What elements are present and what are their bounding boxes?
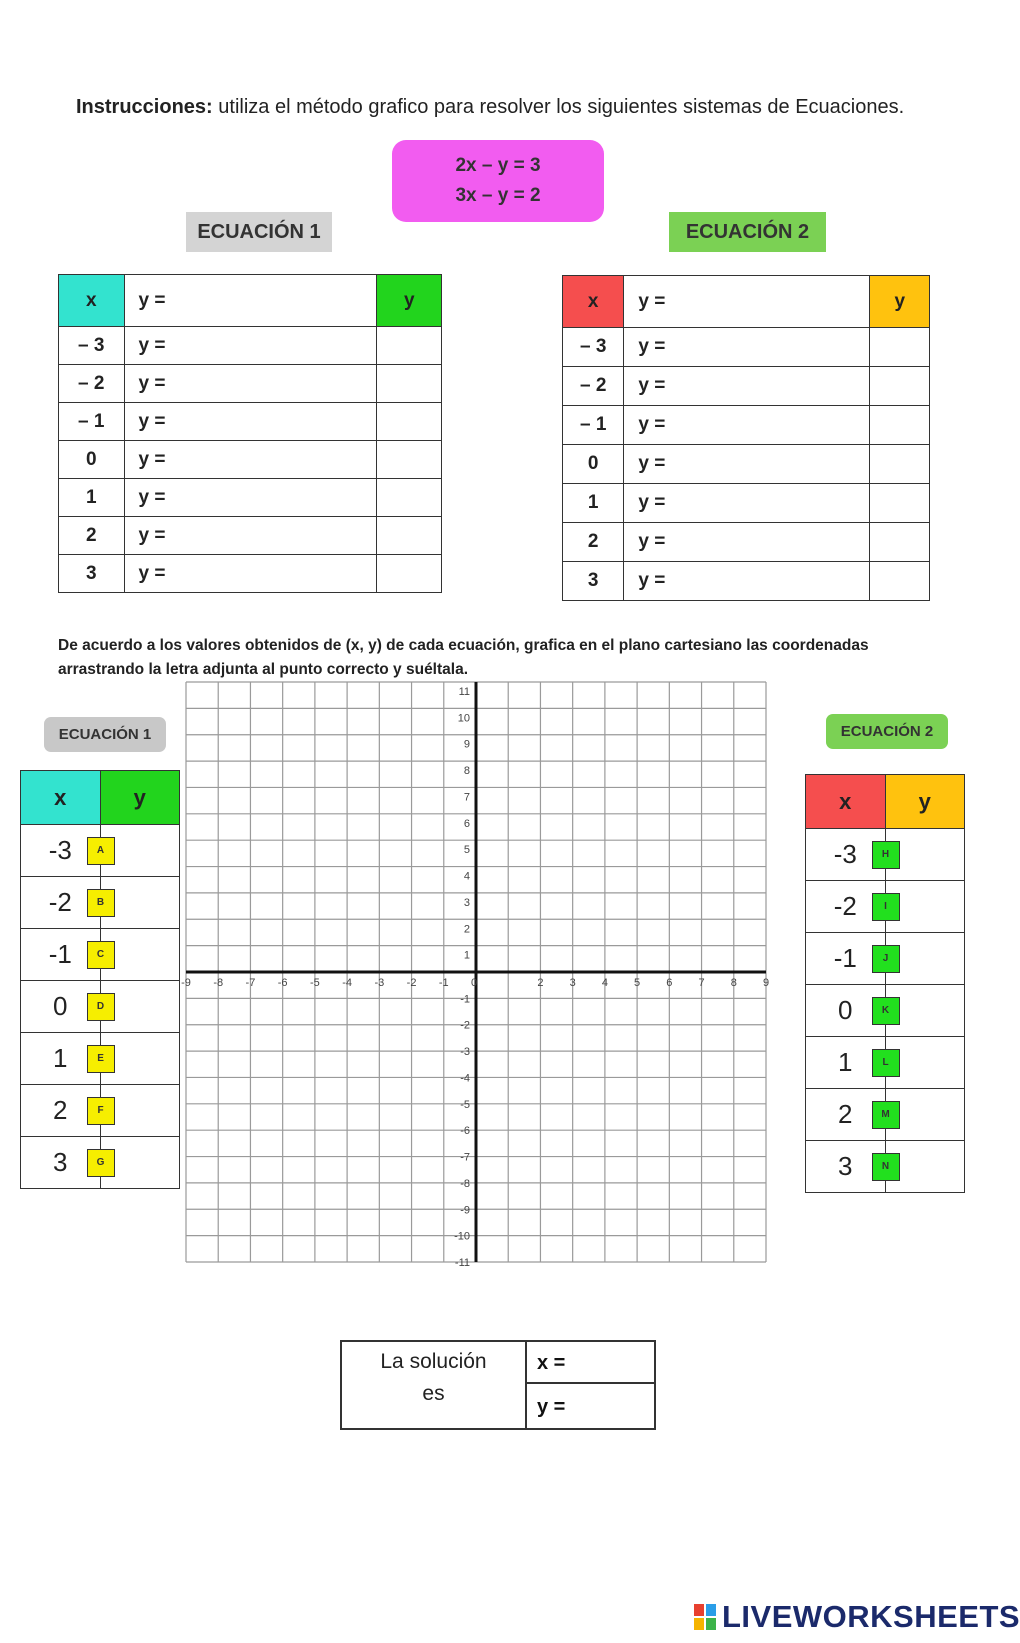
values-table-equation-1 (58, 274, 442, 593)
table-row (59, 365, 442, 403)
drag-row-x-value: 3 (21, 1137, 101, 1189)
y-tick-label: -7 (460, 1151, 470, 1164)
row-x-value: 0 (563, 445, 624, 484)
x-tick-label: -8 (213, 977, 224, 989)
liveworksheets-logo (694, 1600, 1020, 1634)
solution-label-line-2: es (422, 1382, 445, 1405)
y-tick-label: 3 (463, 896, 470, 909)
equation-2-label: ECUACIÓN 2 (669, 212, 826, 252)
drag-row-y-cell (882, 1037, 964, 1089)
drag-row-x-value: -2 (21, 877, 101, 929)
drag-row (21, 877, 180, 929)
y-tick-label: -9 (460, 1204, 470, 1217)
row-x-value: 1 (563, 484, 624, 523)
instructions-title: Instrucciones: (76, 96, 213, 118)
row-expression-field[interactable]: y = (624, 484, 870, 523)
x-tick-label: 2 (537, 977, 544, 989)
header-x: x (59, 275, 125, 327)
equation-1-text: 2x – y = 3 (455, 155, 541, 176)
header-expression: y = (624, 276, 870, 328)
x-tick-label: 4 (601, 977, 608, 989)
header-y: y (377, 275, 442, 327)
drag-row-x-value: -3 (21, 825, 101, 877)
x-tick-label: 6 (666, 977, 673, 989)
table-row (563, 445, 930, 484)
y-tick-label: -1 (460, 993, 470, 1006)
drag-row-x-value: 2 (21, 1085, 101, 1137)
drag-row (806, 933, 965, 985)
drag-row-y-cell (97, 1085, 179, 1137)
table-row (59, 479, 442, 517)
instructions-text: utiliza el método grafico para resolver los siguientes sistemas de Ecuaciones. (212, 96, 905, 118)
x-tick-label: 8 (730, 977, 737, 989)
draggable-letter-n[interactable]: N (872, 1153, 900, 1181)
drag-row (806, 1141, 965, 1193)
draggable-letter-g[interactable]: G (87, 1149, 115, 1177)
table-row (563, 523, 930, 562)
drag-row-x-value: 0 (21, 981, 101, 1033)
drag-equation-2-label: ECUACIÓN 2 (826, 714, 948, 749)
row-expression-field[interactable]: y = (624, 445, 870, 484)
drag-row (806, 985, 965, 1037)
drag-row-y-cell (881, 1141, 964, 1193)
drag-header-x: x (21, 771, 101, 825)
y-tick-label: -6 (460, 1125, 470, 1138)
drag-row (21, 929, 180, 981)
y-tick-label: 7 (463, 791, 470, 804)
x-tick-label: -3 (374, 977, 385, 989)
row-expression-field[interactable]: y = (124, 403, 377, 441)
row-y-field[interactable] (377, 403, 442, 441)
table-header-row (59, 275, 442, 327)
y-tick-label: 5 (463, 844, 470, 857)
draggable-letter-d[interactable]: D (87, 993, 115, 1021)
drag-row (806, 1037, 965, 1089)
drag-row (21, 1137, 180, 1189)
x-tick-label: 5 (634, 977, 641, 989)
drag-row-y-cell (881, 985, 964, 1037)
row-x-value: – 2 (563, 367, 624, 406)
row-expression-field[interactable]: y = (124, 365, 377, 403)
row-expression-field[interactable]: y = (124, 517, 377, 555)
drag-row (21, 981, 180, 1033)
draggable-letter-j[interactable]: J (872, 945, 900, 973)
values-table-equation-2 (562, 275, 930, 601)
solution-x-field[interactable]: x = (527, 1342, 654, 1384)
solution-label-line-1: La solución (380, 1350, 487, 1373)
drag-row-y-cell (881, 1089, 964, 1141)
table-row (59, 403, 442, 441)
drag-row (806, 881, 965, 933)
x-tick-label: -1 (438, 977, 449, 989)
row-y-field[interactable] (377, 327, 442, 365)
drag-row-y-cell (96, 1137, 179, 1189)
row-y-field[interactable] (870, 406, 930, 445)
drag-table-equation-2 (805, 774, 965, 1193)
equation-system-box (392, 140, 604, 222)
drag-row-x-value: 1 (806, 1037, 886, 1089)
table-row (59, 517, 442, 555)
draggable-letter-m[interactable]: M (872, 1101, 900, 1129)
drag-row-y-cell (96, 825, 179, 877)
draggable-letter-i[interactable]: I (872, 893, 900, 921)
row-y-field[interactable] (870, 562, 930, 601)
row-x-value: 2 (59, 517, 125, 555)
y-tick-label: 4 (463, 870, 470, 883)
drag-row-x-value: 0 (806, 985, 886, 1037)
row-y-field[interactable] (870, 328, 930, 367)
x-tick-label: -7 (245, 977, 256, 989)
table-row (563, 367, 930, 406)
table-row (563, 484, 930, 523)
drag-equation-1-label: ECUACIÓN 1 (44, 717, 166, 752)
drag-row-x-value: 1 (21, 1033, 101, 1085)
header-y: y (870, 276, 930, 328)
row-expression-field[interactable]: y = (124, 327, 377, 365)
draggable-letter-h[interactable]: H (872, 841, 900, 869)
draggable-letter-c[interactable]: C (87, 941, 115, 969)
row-x-value: 1 (59, 479, 125, 517)
solution-y-field[interactable]: y = (537, 1396, 566, 1418)
equation-2-text: 3x – y = 2 (455, 185, 541, 206)
row-x-value: 2 (563, 523, 624, 562)
table-row (563, 328, 930, 367)
drag-header-x: x (806, 775, 886, 829)
row-expression-field[interactable]: y = (624, 562, 870, 601)
row-expression-field[interactable]: y = (624, 367, 870, 406)
instructions (76, 96, 904, 119)
equation-1-label: ECUACIÓN 1 (186, 212, 332, 252)
drag-header-row (806, 775, 965, 829)
row-x-value: – 1 (563, 406, 624, 445)
drag-row (21, 1085, 180, 1137)
drag-row (21, 825, 180, 877)
y-tick-label: 1 (463, 949, 470, 962)
drag-row-y-cell (882, 933, 964, 985)
row-expression-field[interactable]: y = (124, 441, 377, 479)
row-x-value: – 3 (59, 327, 125, 365)
x-tick-label: -4 (342, 977, 353, 989)
drag-row-y-cell (96, 929, 179, 981)
logo-text: LIVEWORKSHEETS (722, 1599, 1020, 1634)
draggable-letter-k[interactable]: K (872, 997, 900, 1025)
row-y-field[interactable] (377, 365, 442, 403)
y-tick-label: 2 (463, 923, 470, 936)
x-tick-label: -9 (181, 977, 191, 989)
row-expression-field[interactable]: y = (124, 555, 377, 593)
row-expression-field[interactable]: y = (124, 479, 377, 517)
y-tick-label: 10 (457, 712, 470, 725)
row-expression-field[interactable]: y = (624, 328, 870, 367)
graph-instructions: De acuerdo a los valores obtenidos de (x, y) de cada ecuación, grafica en el plano cartesiano las coordenadas arrastrando la letra adjunta al punto correcto y suéltala. (58, 637, 869, 678)
row-expression-field[interactable]: y = (624, 523, 870, 562)
draggable-letter-b[interactable]: B (87, 889, 115, 917)
row-x-value: 3 (563, 562, 624, 601)
drag-row (21, 1033, 180, 1085)
solution-label (342, 1342, 527, 1428)
y-tick-label: 9 (463, 738, 470, 751)
draggable-letter-a[interactable]: A (87, 837, 115, 865)
row-x-value: – 2 (59, 365, 125, 403)
row-y-field[interactable] (377, 517, 442, 555)
drag-row-x-value: 2 (806, 1089, 886, 1141)
draggable-letter-f[interactable]: F (87, 1097, 115, 1125)
table-header-row (563, 276, 930, 328)
table-row (59, 555, 442, 593)
drag-row-x-value: -2 (806, 881, 886, 933)
row-y-field[interactable] (377, 441, 442, 479)
row-y-field[interactable] (870, 367, 930, 406)
table-row (563, 406, 930, 445)
logo-blocks-icon (694, 1604, 716, 1630)
solution-box (340, 1340, 656, 1430)
drag-row (806, 829, 965, 881)
y-tick-label: -4 (460, 1072, 470, 1085)
drag-row-x-value: -1 (21, 929, 101, 981)
row-y-field[interactable] (377, 479, 442, 517)
row-expression-field[interactable]: y = (624, 406, 870, 445)
row-x-value: – 1 (59, 403, 125, 441)
row-x-value: 0 (59, 441, 125, 479)
table-row (59, 441, 442, 479)
x-tick-label: 3 (569, 977, 576, 989)
row-y-field[interactable] (870, 445, 930, 484)
drag-header-y: y (885, 775, 964, 829)
y-tick-label: -5 (460, 1098, 470, 1111)
x-tick-label: 9 (762, 977, 770, 989)
drag-table-equation-1 (20, 770, 180, 1189)
draggable-letter-l[interactable]: L (872, 1049, 900, 1077)
row-x-value: 3 (59, 555, 125, 593)
table-row (563, 562, 930, 601)
y-tick-label: -3 (460, 1046, 470, 1059)
row-y-field[interactable] (870, 484, 930, 523)
drag-header-y: y (100, 771, 179, 825)
cartesian-plane[interactable] (181, 680, 798, 1320)
drag-row (806, 1089, 965, 1141)
x-tick-label: -6 (277, 977, 288, 989)
row-y-field[interactable] (870, 523, 930, 562)
drag-row-x-value: 3 (806, 1141, 886, 1193)
y-tick-label: -10 (454, 1230, 470, 1243)
drag-row-y-cell (885, 881, 964, 933)
table-row (59, 327, 442, 365)
header-x: x (563, 276, 624, 328)
drag-row-y-cell (96, 981, 179, 1033)
row-y-field[interactable] (377, 555, 442, 593)
y-tick-label: 6 (463, 817, 470, 830)
drag-row-y-cell (96, 877, 179, 929)
y-tick-label: 8 (463, 765, 470, 778)
draggable-letter-e[interactable]: E (87, 1045, 115, 1073)
y-tick-label: -11 (454, 1257, 470, 1269)
header-expression: y = (124, 275, 377, 327)
x-tick-label: 0 (470, 977, 478, 989)
x-tick-label: -2 (406, 977, 417, 989)
row-x-value: – 3 (563, 328, 624, 367)
drag-header-row (21, 771, 180, 825)
drag-row-y-cell (97, 1033, 179, 1085)
y-tick-label: -8 (460, 1177, 470, 1190)
y-tick-label: 11 (458, 686, 470, 698)
x-tick-label: 7 (698, 977, 705, 989)
drag-row-y-cell (881, 829, 964, 881)
y-tick-label: -2 (460, 1019, 470, 1032)
x-tick-label: -5 (309, 977, 320, 989)
drag-row-x-value: -1 (806, 933, 886, 985)
drag-row-x-value: -3 (806, 829, 886, 881)
